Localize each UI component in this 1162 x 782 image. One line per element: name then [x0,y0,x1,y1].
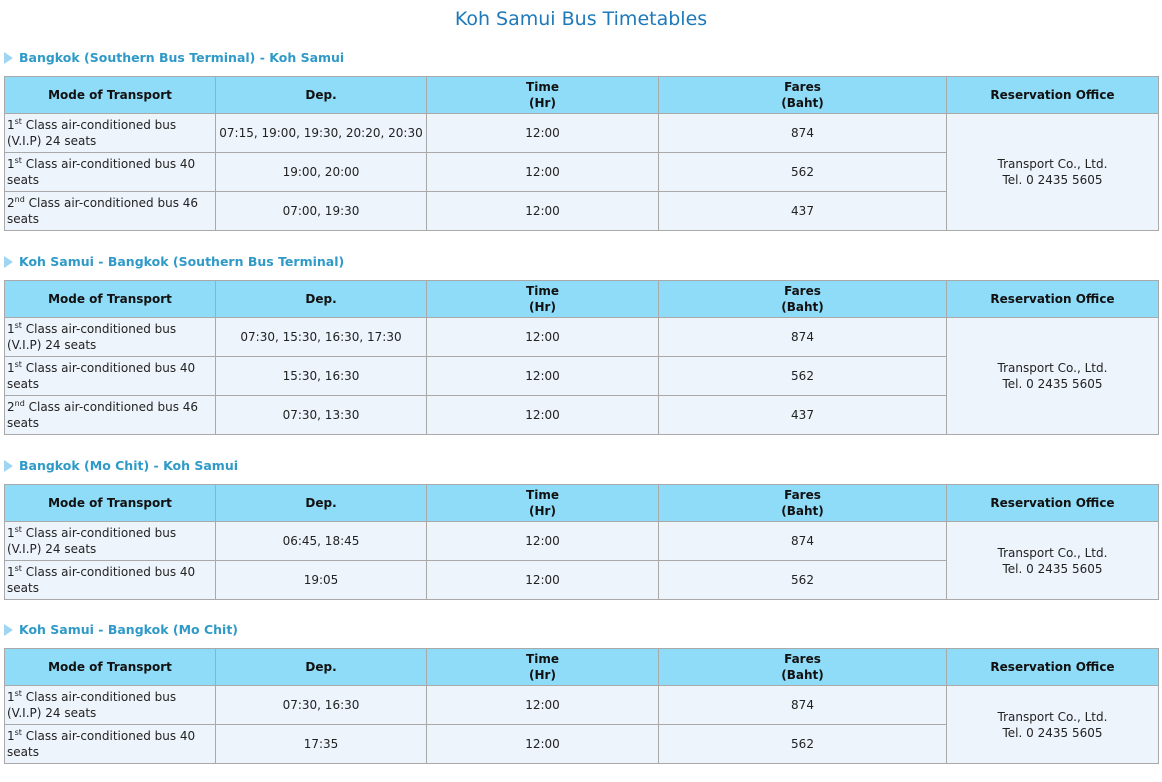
fare-cell: 874 [659,686,947,725]
time-cell: 12:00 [427,725,659,764]
table-row [5,318,1159,357]
dep-cell: 07:30, 13:30 [216,396,427,435]
table-header-row [5,281,1159,318]
header-reservation: Reservation Office [947,485,1159,522]
timetable-table [4,484,1159,600]
table-row [5,686,1159,725]
mode-cell: 1st Class air-conditioned bus (V.I.P) 24 seats [5,318,216,357]
dep-cell: 07:00, 19:30 [216,192,427,231]
dep-cell: 07:30, 15:30, 16:30, 17:30 [216,318,427,357]
timetable-table [4,76,1159,231]
route-title: Koh Samui - Bangkok (Southern Bus Terminal) [19,254,345,269]
mode-cell: 1st Class air-conditioned bus 40 seats [5,561,216,600]
fare-cell: 437 [659,192,947,231]
header-time: Time (Hr) [427,77,659,114]
dep-cell: 17:35 [216,725,427,764]
fare-cell: 874 [659,318,947,357]
header-fares: Fares (Baht) [659,281,947,318]
route-heading [4,254,344,270]
time-cell: 12:00 [427,192,659,231]
header-reservation: Reservation Office [947,281,1159,318]
time-cell: 12:00 [427,318,659,357]
header-reservation: Reservation Office [947,649,1159,686]
header-mode: Mode of Transport [5,77,216,114]
dep-cell: 15:30, 16:30 [216,357,427,396]
header-time: Time (Hr) [427,281,659,318]
header-dep: Dep. [216,485,427,522]
reservation-cell: Transport Co., Ltd. Tel. 0 2435 5605 [947,522,1159,600]
mode-cell: 1st Class air-conditioned bus 40 seats [5,725,216,764]
table-header-row [5,77,1159,114]
reservation-cell: Transport Co., Ltd. Tel. 0 2435 5605 [947,114,1159,231]
header-fares: Fares (Baht) [659,649,947,686]
route-heading [4,458,238,474]
fare-cell: 562 [659,725,947,764]
time-cell: 12:00 [427,561,659,600]
route-title: Bangkok (Mo Chit) - Koh Samui [19,458,239,473]
mode-cell: 1st Class air-conditioned bus (V.I.P) 24 seats [5,114,216,153]
dep-cell: 07:15, 19:00, 19:30, 20:20, 20:30 [216,114,427,153]
mode-cell: 1st Class air-conditioned bus (V.I.P) 24 seats [5,686,216,725]
table-row [5,114,1159,153]
arrow-right-icon [4,460,13,472]
route-heading [4,50,344,66]
mode-cell: 1st Class air-conditioned bus 40 seats [5,153,216,192]
reservation-cell: Transport Co., Ltd. Tel. 0 2435 5605 [947,686,1159,764]
header-time: Time (Hr) [427,649,659,686]
fare-cell: 562 [659,153,947,192]
arrow-right-icon [4,624,13,636]
dep-cell: 06:45, 18:45 [216,522,427,561]
reservation-cell: Transport Co., Ltd. Tel. 0 2435 5605 [947,318,1159,435]
fare-cell: 874 [659,522,947,561]
header-mode: Mode of Transport [5,281,216,318]
time-cell: 12:00 [427,686,659,725]
page-title: Koh Samui Bus Timetables [454,8,708,30]
route-heading [4,622,238,638]
dep-cell: 07:30, 16:30 [216,686,427,725]
fare-cell: 874 [659,114,947,153]
time-cell: 12:00 [427,522,659,561]
mode-cell: 2nd Class air-conditioned bus 46 seats [5,192,216,231]
mode-cell: 2nd Class air-conditioned bus 46 seats [5,396,216,435]
header-mode: Mode of Transport [5,649,216,686]
header-fares: Fares (Baht) [659,77,947,114]
time-cell: 12:00 [427,396,659,435]
header-dep: Dep. [216,77,427,114]
dep-cell: 19:00, 20:00 [216,153,427,192]
header-mode: Mode of Transport [5,485,216,522]
header-time: Time (Hr) [427,485,659,522]
mode-cell: 1st Class air-conditioned bus (V.I.P) 24 seats [5,522,216,561]
arrow-right-icon [4,52,13,64]
table-row [5,522,1159,561]
header-dep: Dep. [216,649,427,686]
time-cell: 12:00 [427,153,659,192]
header-reservation: Reservation Office [947,77,1159,114]
fare-cell: 562 [659,357,947,396]
time-cell: 12:00 [427,357,659,396]
route-title: Bangkok (Southern Bus Terminal) - Koh Samui [19,50,345,65]
fare-cell: 437 [659,396,947,435]
header-dep: Dep. [216,281,427,318]
header-fares: Fares (Baht) [659,485,947,522]
timetable-table [4,280,1159,435]
fare-cell: 562 [659,561,947,600]
dep-cell: 19:05 [216,561,427,600]
time-cell: 12:00 [427,114,659,153]
table-header-row [5,485,1159,522]
mode-cell: 1st Class air-conditioned bus 40 seats [5,357,216,396]
table-header-row [5,649,1159,686]
timetable-table [4,648,1159,764]
route-title: Koh Samui - Bangkok (Mo Chit) [19,622,239,637]
arrow-right-icon [4,256,13,268]
